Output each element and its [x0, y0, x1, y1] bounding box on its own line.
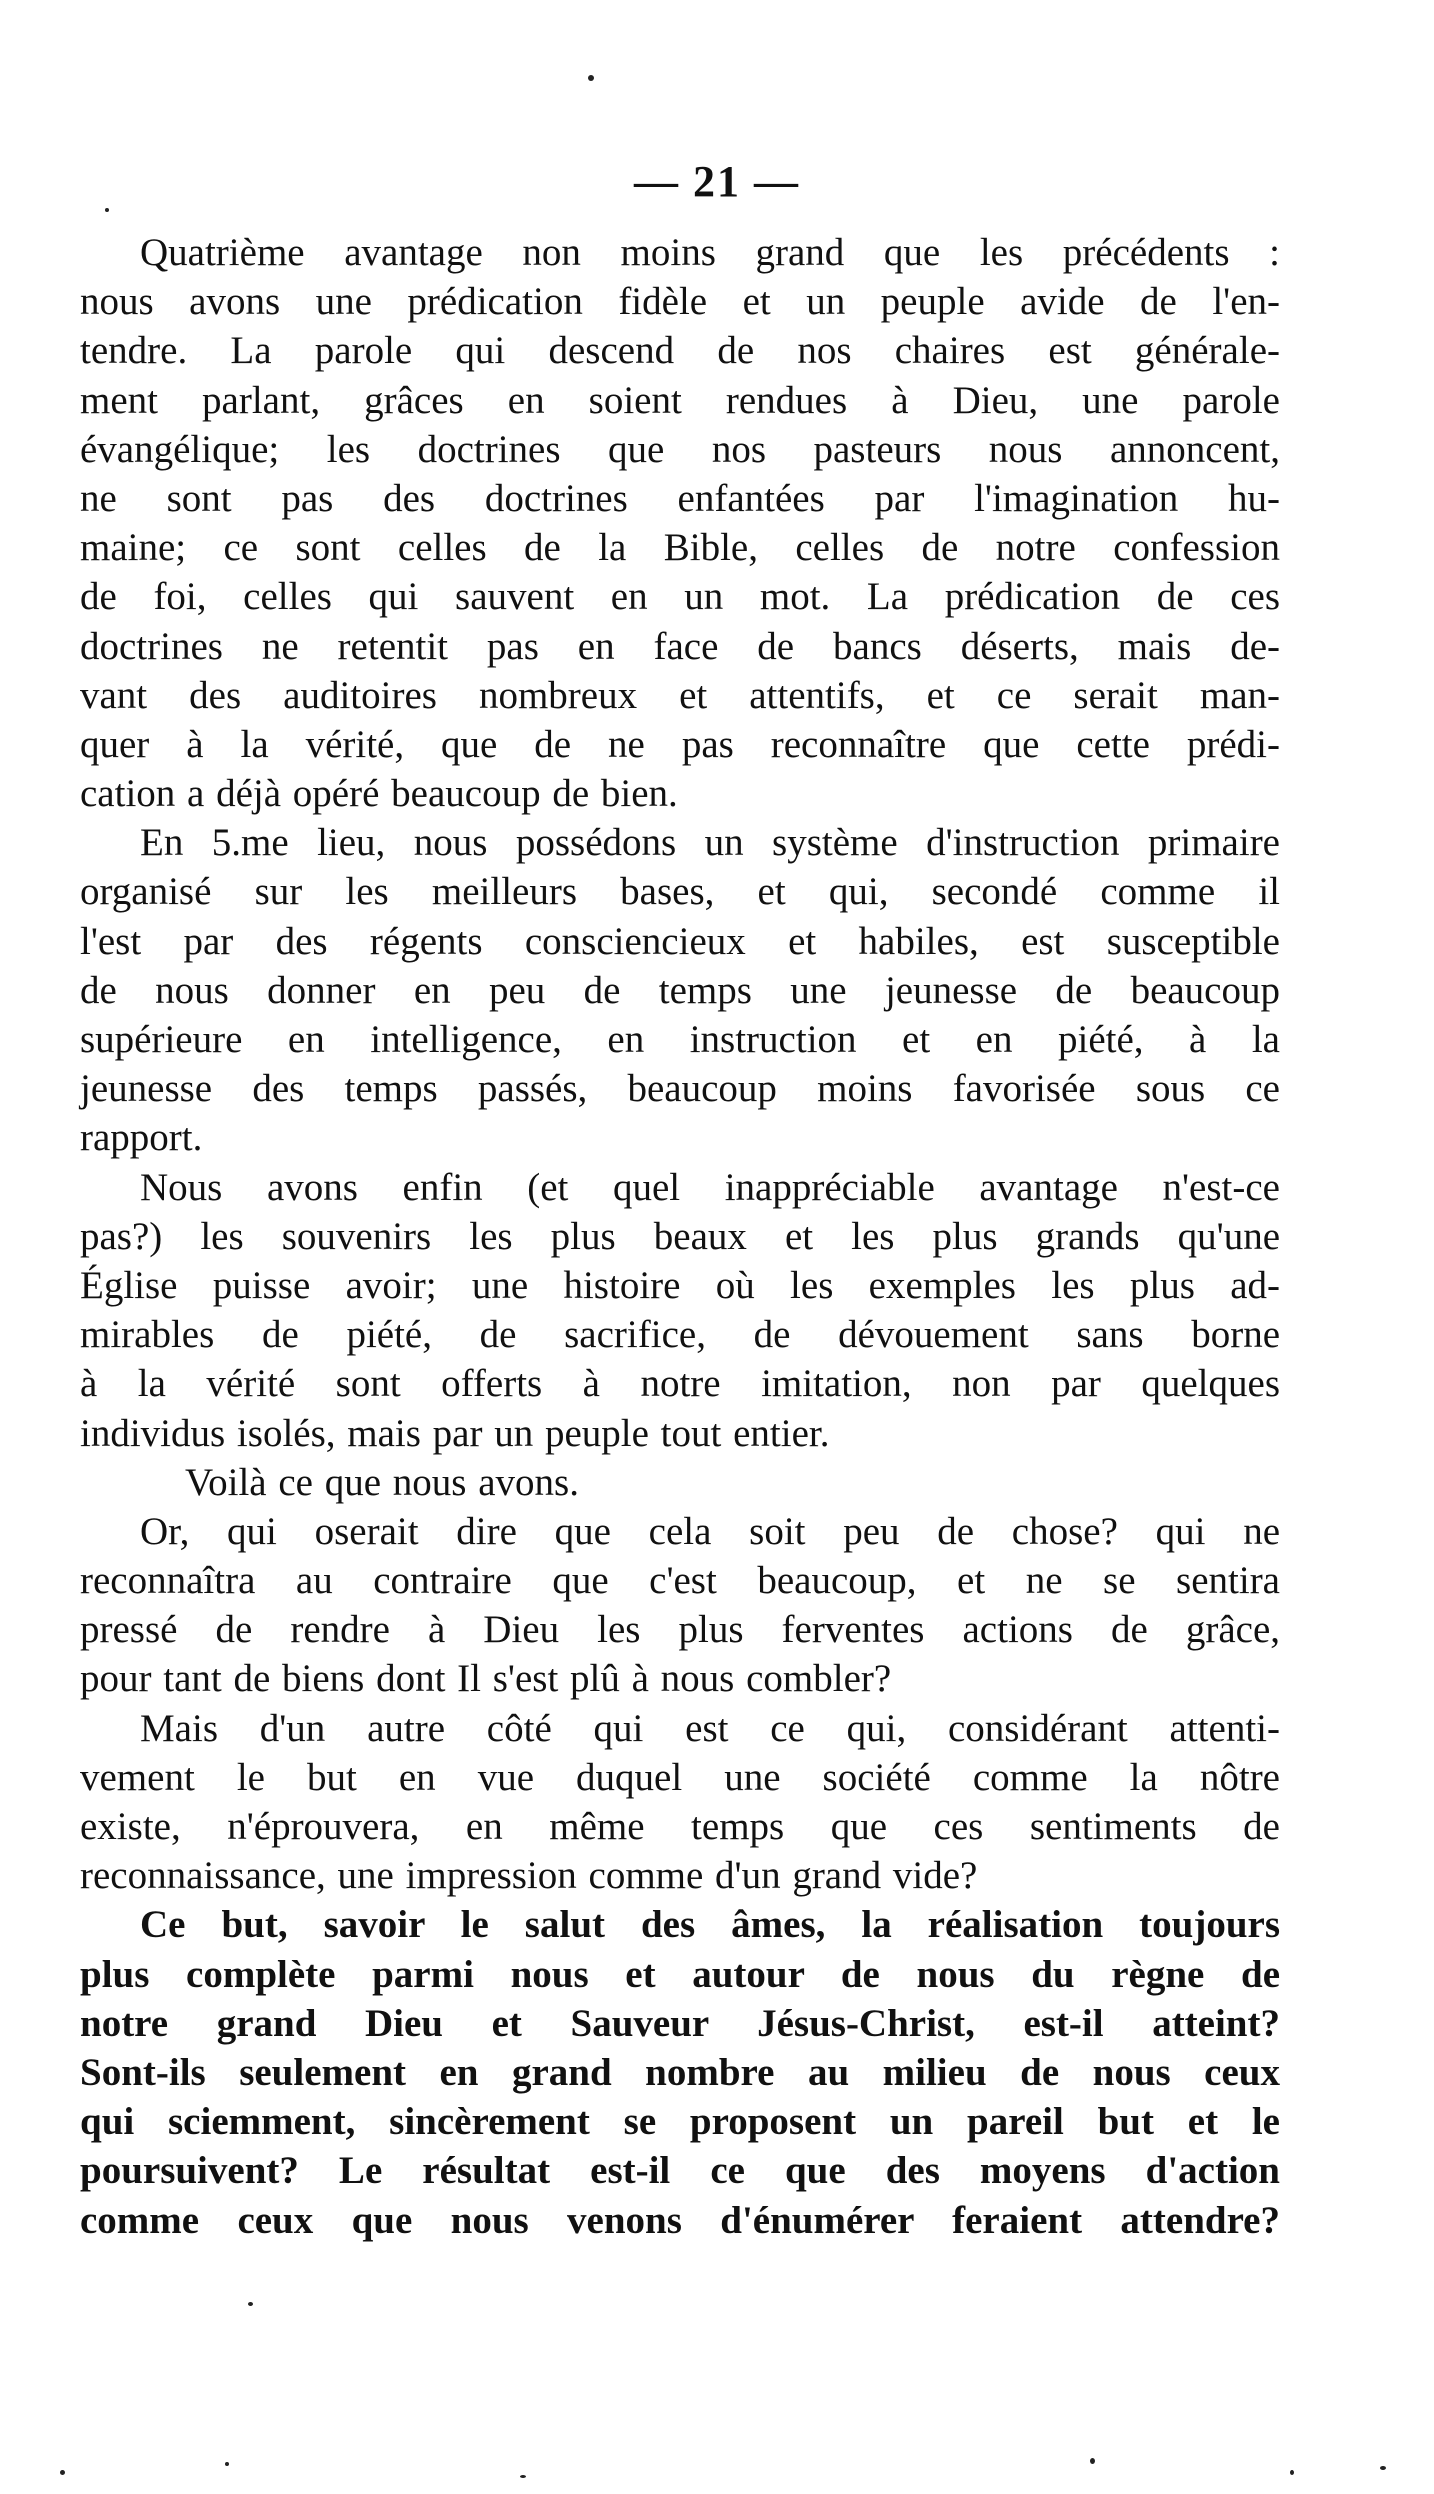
text-line: vant des auditoires nombreux et attentifs, et ce serait man-: [80, 673, 1280, 717]
text-line: doctrines ne retentit pas en face de bancs déserts, mais de-: [80, 624, 1280, 668]
text-line: de foi, celles qui sauvent en un mot. La prédication de ces: [80, 575, 1280, 619]
scan-speck: [1380, 2466, 1386, 2470]
text-line: jeunesse des temps passés, beaucoup moins favorisée sous ce: [80, 1067, 1280, 1111]
text-line: cation a déjà opéré beaucoup de bien.: [80, 772, 678, 816]
scan-speck: [225, 2462, 229, 2466]
text-line: Quatrième avantage non moins grand que les précédents :: [140, 231, 1280, 274]
text-line: pas?) les souvenirs les plus beaux et les plus grands qu'une: [80, 1214, 1280, 1258]
text-line: Église puisse avoir; une histoire où les exemples les plus ad-: [80, 1263, 1280, 1307]
text-line: pressé de rendre à Dieu les plus ferventes actions de grâce,: [80, 1608, 1280, 1652]
scan-speck: [588, 75, 594, 81]
text-line: nous avons une prédication fidèle et un peuple avide de l'en-: [80, 280, 1280, 324]
body-text: [80, 228, 1280, 2245]
text-line: évangélique; les doctrines que nos pasteurs nous annoncent,: [80, 427, 1280, 471]
scan-speck: [1290, 2470, 1294, 2475]
text-line: En 5.me lieu, nous possédons un système d'instruction primaire: [140, 821, 1280, 865]
text-line: pour tant de biens dont Il s'est plû à nous combler?: [80, 1657, 892, 1701]
scan-bottom-noise: [0, 2440, 1434, 2494]
text-line: à la vérité sont offerts à notre imitation, non par quelques: [80, 1362, 1280, 1406]
text-line: Nous avons enfin (et quel inappréciable avantage n'est-ce: [140, 1165, 1280, 1209]
text-line: ment parlant, grâces en soient rendues à Dieu, une parole: [80, 378, 1280, 422]
text-line: organisé sur les meilleurs bases, et qui, secondé comme il: [80, 870, 1280, 914]
text-line: reconnaissance, une impression comme d'un grand vide?: [80, 1854, 978, 1898]
text-line: poursuivent? Le résultat est-il ce que des moyens d'action: [80, 2149, 1280, 2193]
text-line: vement le but en vue duquel une société comme la nôtre: [80, 1755, 1280, 1799]
text-line: supérieure en intelligence, en instruction et en piété, à la: [80, 1018, 1280, 1061]
text-line: quer à la vérité, que de ne pas reconnaître que cette prédi-: [80, 722, 1280, 766]
text-line: l'est par des régents consciencieux et habiles, est susceptible: [80, 919, 1280, 963]
text-line: plus complète parmi nous et autour de nous du règne de: [80, 1952, 1280, 1996]
scan-speck: [1090, 2458, 1095, 2464]
text-line: Mais d'un autre côté qui est ce qui, considérant attenti-: [140, 1706, 1280, 1750]
text-line: rapport.: [80, 1116, 203, 1160]
text-line: Ce but, savoir le salut des âmes, la réalisation toujours: [140, 1903, 1280, 1947]
text-line: qui sciemment, sincèrement se proposent un pareil but et le: [80, 2100, 1280, 2144]
text-line: mirables de piété, de sacrifice, de dévouement sans borne: [80, 1313, 1280, 1357]
text-line: ne sont pas des doctrines enfantées par l'imagination hu-: [80, 476, 1280, 520]
text-line: comme ceux que nous venons d'énumérer feraient attendre?: [80, 2198, 1280, 2242]
scan-speck: [60, 2470, 65, 2475]
scan-speck: [520, 2475, 526, 2478]
text-line: Sont-ils seulement en grand nombre au milieu de nous ceux: [80, 2050, 1280, 2094]
text-line: maine; ce sont celles de la Bible, celles de notre confession: [80, 526, 1280, 570]
text-line: notre grand Dieu et Sauveur Jésus-Christ, est-il atteint?: [80, 2001, 1280, 2045]
scan-speck: [248, 2302, 253, 2306]
text-line: tendre. La parole qui descend de nos chaires est générale-: [80, 329, 1280, 373]
scan-speck: [105, 208, 109, 212]
text-line: reconnaîtra au contraire que c'est beaucoup, et ne se sentira: [80, 1559, 1280, 1603]
text-line: existe, n'éprouvera, en même temps que ces sentiments de: [80, 1805, 1280, 1848]
text-line: Voilà ce que nous avons.: [185, 1460, 579, 1504]
text-line: individus isolés, mais par un peuple tout entier.: [80, 1411, 830, 1455]
text-line: Or, qui oserait dire que cela soit peu de chose? qui ne: [140, 1509, 1280, 1553]
text-line: de nous donner en peu de temps une jeunesse de beaucoup: [80, 968, 1280, 1012]
page-number: — 21 —: [634, 157, 800, 206]
